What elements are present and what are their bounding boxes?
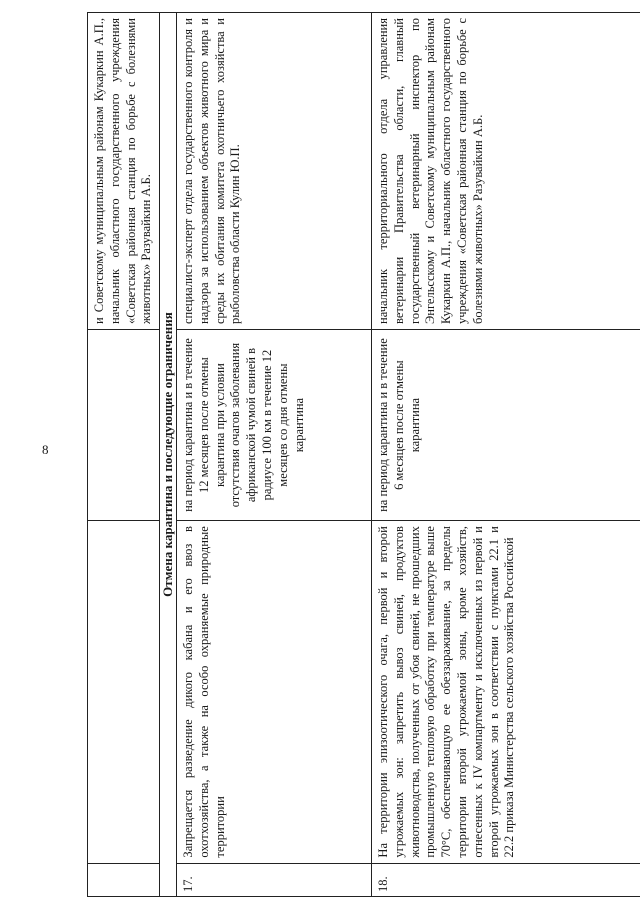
row-17-term: на период карантина и в течение 12 месяцев после отмены карантина при условии отсутствия очагов заболевания африканской чумой свиней в радиусе 100 км в течение 12 месяцев со дня отмены карантина [176,330,371,521]
table-row-continued [88,13,160,897]
row-17-measure: Запрещается разведение дикого кабана и его ввоз в охотхозяйства, а также на особо охраняемые природные территории [176,521,371,863]
table-row-18 [371,13,640,897]
row-18-measure: На территории эпизоотического очага, первой и второй угрожаемых зон: запретить вывоз свиней, продуктов животноводства, полученных от убоя свиней, не прошедших промышленную тепловую обработку при температуре выше 70°С, обеспечивающую ее обеззараживание, за пределы территории второй угрожаемой зоны, кроме хозяйств, отнесенных к IV компартменту и исключенных из первой и второй угрожаемых зон в соответствии с пунктами 22.1 и 22.2 приказа Министерства сельского хозяйства Российской [371,521,640,863]
section-title: Отмена карантина и последующие ограничения [160,13,177,897]
row-17-number: 17. [176,863,371,896]
section-header-row [160,13,177,897]
cell-number-empty [88,863,160,896]
cell-measure-empty [88,521,160,863]
table-row-17 [176,13,371,897]
row-18-term: на период карантина и в течение 6 месяцев после отмены карантина [371,330,640,521]
row-17-responsible: специалист-эксперт отдела государственного контроля и надзора за использованием объектов животного мира и среды их обитания комитета охотничьего хозяйства и рыболовства области Кулин Ю.П. [176,13,371,330]
row-18-responsible: начальник территориального отдела управления ветеринарии Правительства области, главный государственный ветеринарный инспектор по Энгельсскому и Советскому муниципальным районам Кукаркин А.П., начальник областного государственного учреждения «Советская районная станция по борьбе с болезнями животных» Разувайкин А.Б. [371,13,640,330]
cell-responsible-continued: и Советскому муниципальным районам Кукаркин А.П., начальник областного государственного учреждения «Советская районная станция по борьбе с болезнями животных» Разувайкин А.Б. [88,13,160,330]
cell-term-empty [88,330,160,521]
row-18-number: 18. [371,863,640,896]
page-number: 8 [42,442,49,457]
rotated-table-wrapper [87,12,640,897]
measures-table [87,12,640,897]
